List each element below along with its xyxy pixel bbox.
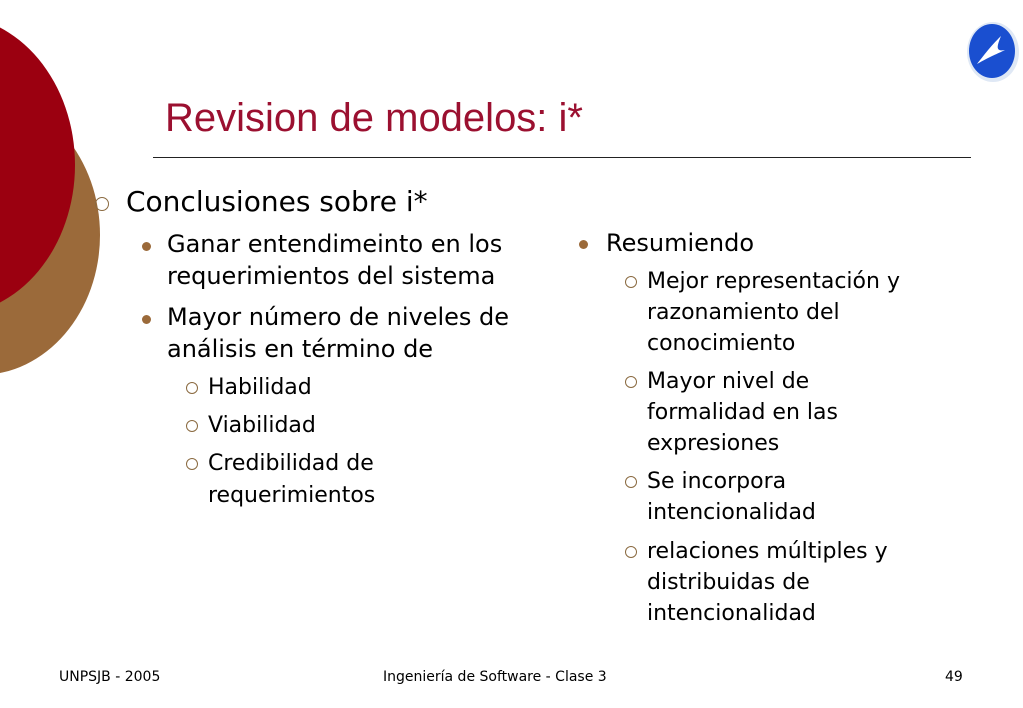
right-item1-line1: Mejor representación y [647,269,900,294]
left-item1-line1: Ganar entendimeinto en los [167,230,503,258]
ring-bullet-icon [625,376,637,388]
left-subitem-c-line2: requerimientos [208,483,376,508]
footer-left: UNPSJB - 2005 [59,669,161,685]
left-subitem-b: Viabilidad [208,413,316,438]
right-item3-line1: Se incorpora [647,469,787,494]
left-item2-line2: análisis en término de [167,335,434,363]
right-item2-line1: Mayor nivel de [647,369,810,394]
right-item1-line2: razonamiento del [647,300,840,325]
left-heading: Conclusiones sobre i* [126,185,428,218]
ring-bullet-icon [625,276,637,288]
left-subitem-c-line1: Credibilidad de [208,451,374,476]
left-item1-line2: requerimientos del sistema [167,262,496,290]
right-item4-line1: relaciones múltiples y [647,539,888,564]
left-subitem-a: Habilidad [208,375,312,400]
right-item4-line2: distribuidas de [647,570,810,595]
dot-bullet-icon [142,242,151,251]
page-number: 49 [945,669,963,685]
ring-bullet-icon [625,476,637,488]
ring-bullet-icon [186,458,198,470]
ring-bullet-icon [625,546,637,558]
ring-bullet-icon [186,382,198,394]
dot-bullet-icon [579,240,588,249]
right-item2-line2: formalidad en las [647,400,838,425]
left-item2-line1: Mayor número de niveles de [167,303,510,331]
ring-bullet-icon [186,420,198,432]
right-item1-line3: conocimiento [647,331,796,356]
ring-bullet-icon [95,197,109,211]
right-item2-line3: expresiones [647,431,780,456]
right-item4-line3: intencionalidad [647,601,816,626]
title-divider [153,157,971,158]
slide-title: Revision de modelos: i* [165,96,583,140]
seagull-logo-icon [965,20,1021,84]
dot-bullet-icon [142,315,151,324]
right-item3-line2: intencionalidad [647,500,816,525]
right-heading: Resumiendo [606,229,755,257]
footer-center: Ingeniería de Software - Clase 3 [383,669,607,685]
